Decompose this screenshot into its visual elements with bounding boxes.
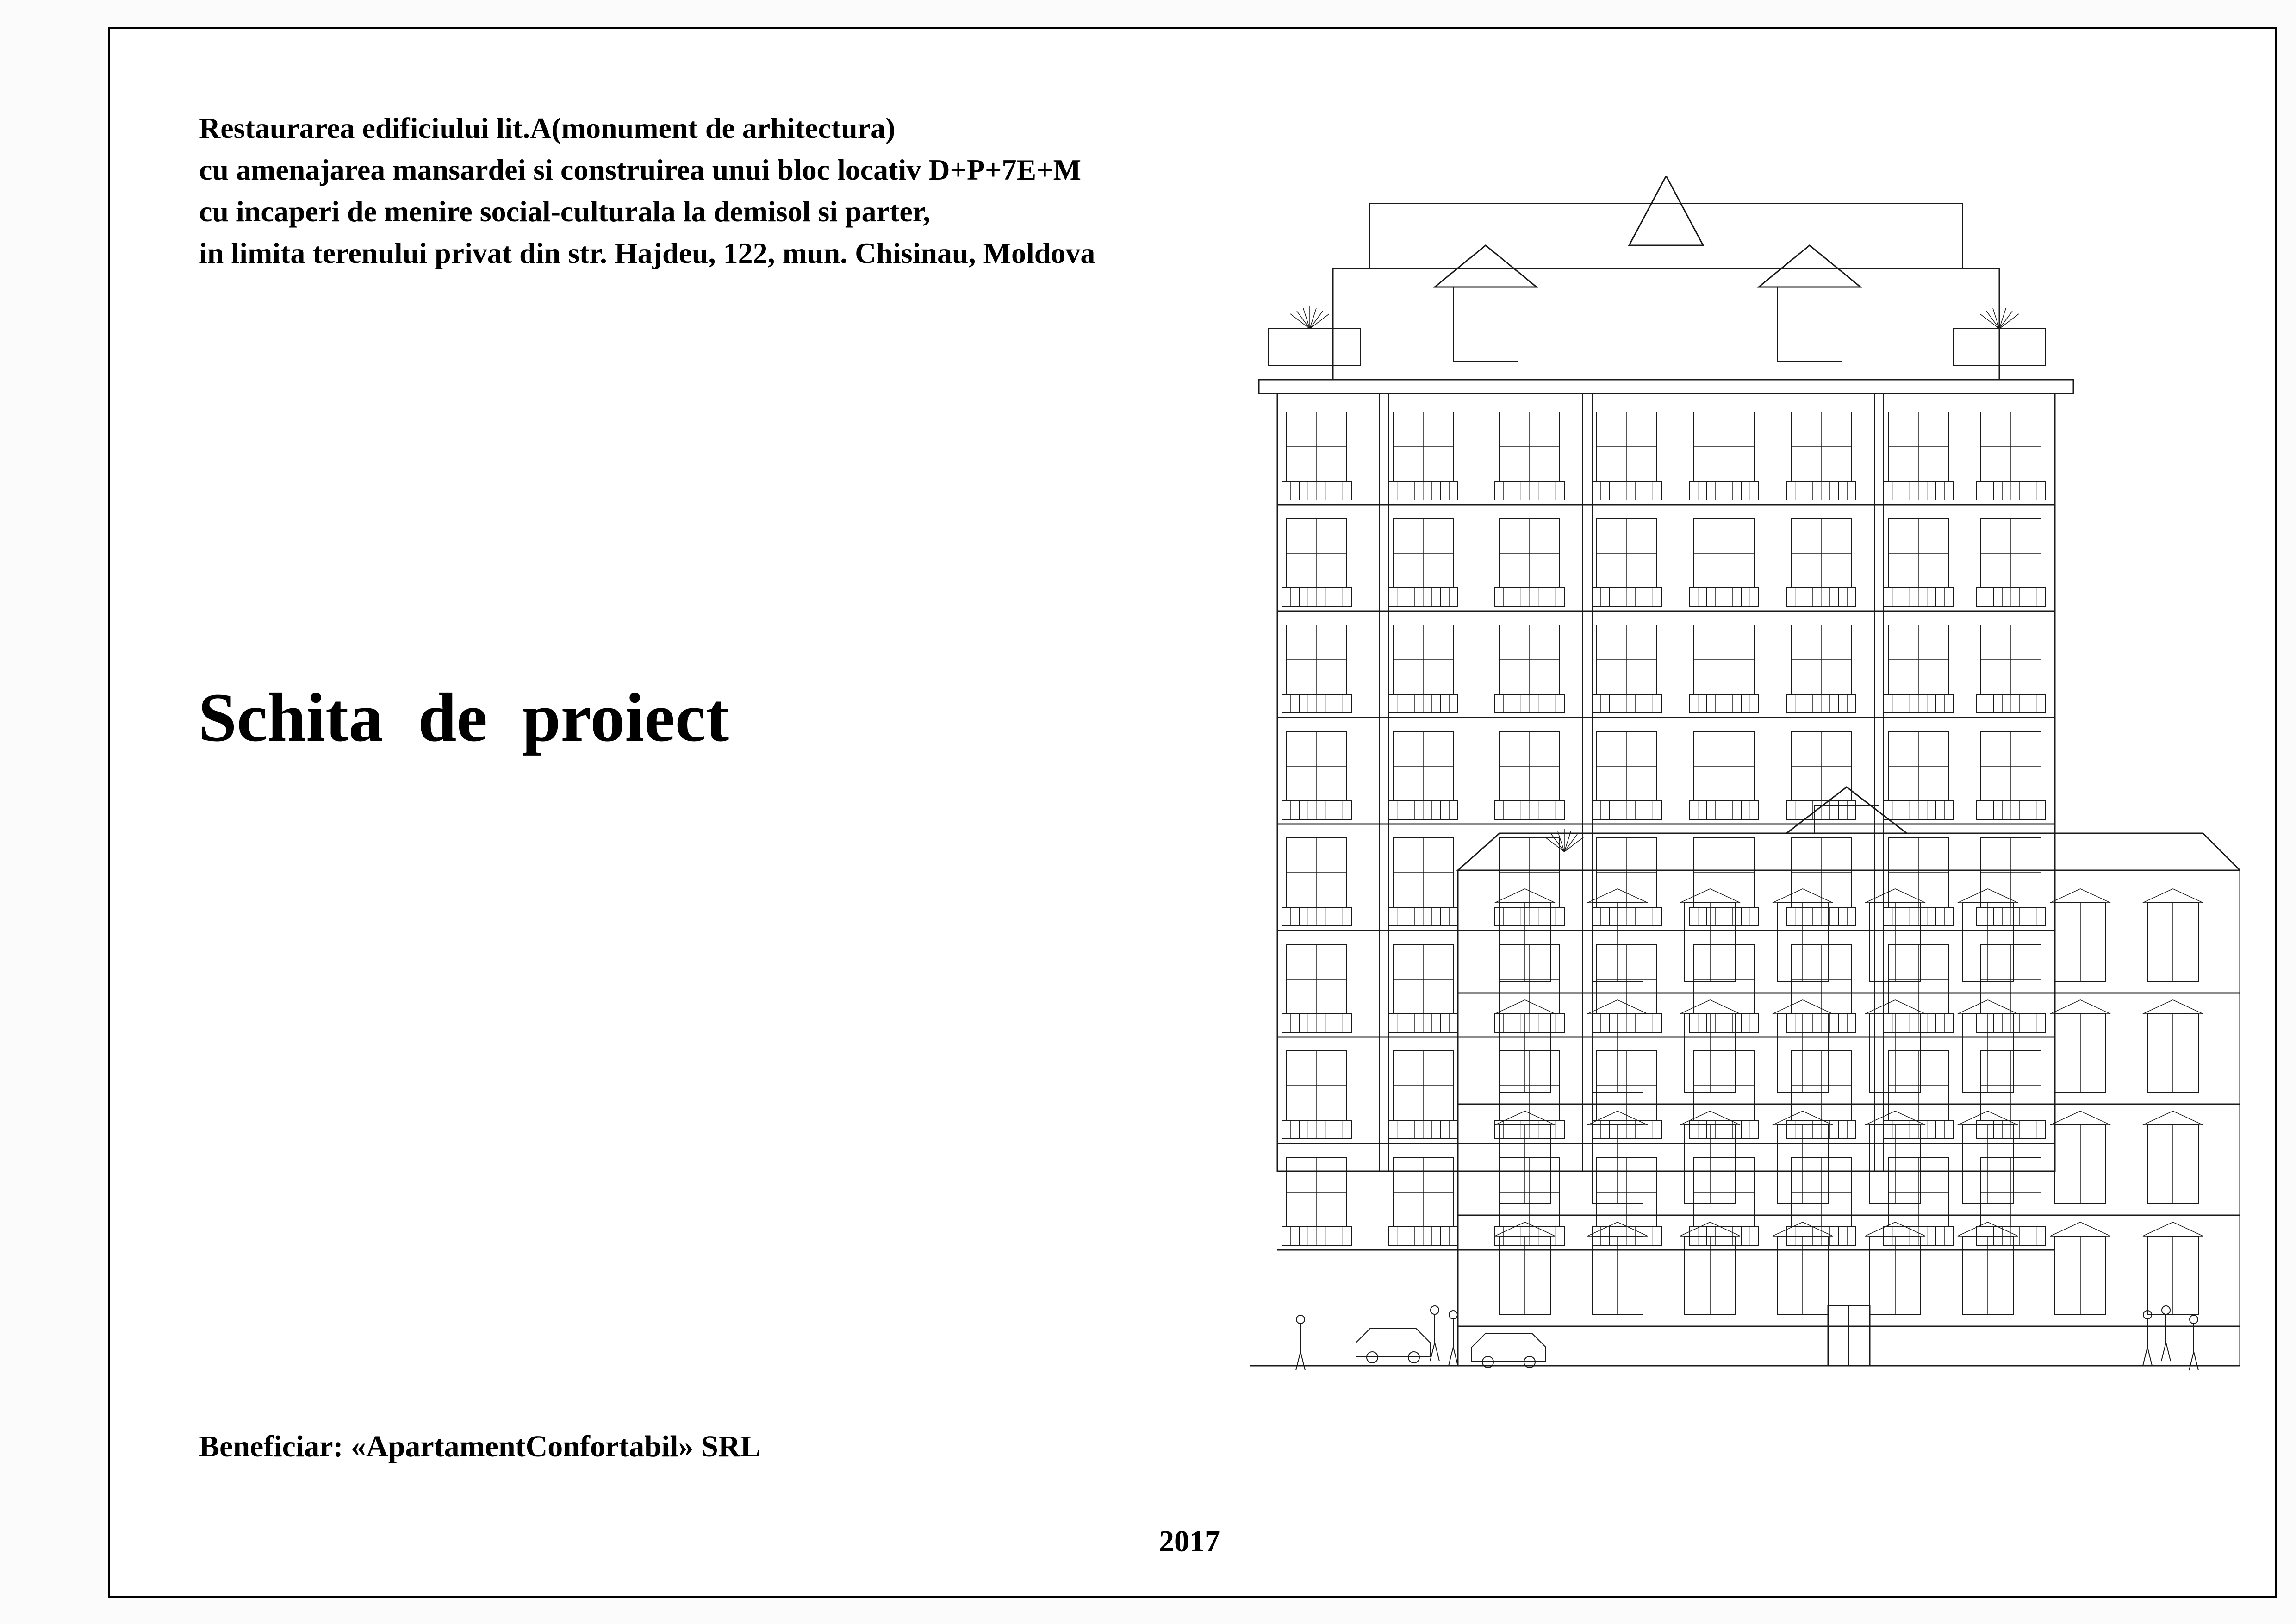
person-leg: [1430, 1343, 1435, 1361]
window-pediment: [1958, 889, 2018, 903]
project-year: 2017: [1159, 1524, 1220, 1558]
project-title-block: [199, 107, 1310, 274]
parked-car-2: [1472, 1333, 1546, 1361]
roof-spire: [1629, 176, 1703, 245]
palm-frond-3: [1558, 831, 1564, 852]
person-leg: [1296, 1352, 1300, 1370]
person-leg: [2194, 1352, 2198, 1370]
project-title-line-2: cu amenajarea mansardei si construirea unui bloc locativ D+P+7E+M: [199, 153, 1082, 186]
palm-frond-2: [1993, 308, 1999, 329]
dormer-gable-1: [1435, 245, 1537, 287]
window-pediment: [2050, 1111, 2110, 1125]
tower-pilaster-3: [1874, 394, 1884, 1171]
historic-roof: [1458, 833, 2240, 870]
person-leg: [2143, 1347, 2147, 1366]
project-title-line-4: in limita terenului privat din str. Hajdeu, 122, mun. Chisinau, Moldova: [199, 237, 1095, 269]
tower-body: [1277, 394, 2055, 1171]
palm-frond-2: [1999, 314, 2019, 329]
person-leg: [1300, 1352, 1305, 1370]
roof-terrace-left: [1268, 329, 1361, 366]
window-pediment: [2050, 1000, 2110, 1014]
window-pediment: [2143, 1000, 2203, 1014]
dormer-window-1: [1453, 287, 1518, 361]
window-pediment: [2050, 1222, 2110, 1236]
window-pediment: [1958, 1111, 2018, 1125]
person-head-2: [1431, 1306, 1439, 1314]
window-pediment: [1495, 1222, 1555, 1236]
window-pediment: [1680, 889, 1740, 903]
person-leg: [2189, 1352, 2194, 1370]
window-pediment: [1495, 1000, 1555, 1014]
palm-frond-1: [1310, 308, 1316, 329]
palm-frond-2: [1999, 308, 2006, 329]
window-pediment: [1495, 889, 1555, 903]
person-head-6: [2190, 1315, 2198, 1324]
person-head-1: [1296, 1315, 1305, 1324]
palm-frond-3: [1564, 831, 1571, 852]
window-pediment: [2143, 1222, 2203, 1236]
person-leg: [2161, 1343, 2166, 1361]
person-head-3: [1449, 1311, 1457, 1319]
person-leg: [2147, 1347, 2152, 1366]
person-leg: [2166, 1343, 2171, 1361]
window-pediment: [1958, 1222, 2018, 1236]
palm-frond-1: [1310, 314, 1329, 329]
car-wheel: [1408, 1352, 1419, 1363]
attic-storey: [1333, 269, 1999, 380]
palm-frond-3: [1545, 837, 1564, 852]
beneficiary-label: Beneficiar: «ApartamentConfortabil» SRL: [199, 1430, 761, 1463]
parked-car-1: [1356, 1329, 1430, 1356]
person-head-5: [2162, 1306, 2170, 1314]
window-pediment: [1495, 1111, 1555, 1125]
palm-frond-3: [1564, 837, 1584, 852]
window-pediment: [1773, 1000, 1833, 1014]
window-pediment: [1773, 889, 1833, 903]
facade-elevation-drawing: [1240, 176, 2240, 1380]
document-heading: Schita de proiect: [198, 679, 729, 756]
dormer-window-2: [1777, 287, 1842, 361]
facade-elevation-svg: [1240, 176, 2240, 1380]
mansard-roof: [1370, 204, 1962, 269]
tower-pilaster-2: [1583, 394, 1592, 1171]
project-title-line-3: cu incaperi de menire social-culturala la demisol si parter,: [199, 195, 931, 228]
dormer-gable-2: [1759, 245, 1860, 287]
window-pediment: [2143, 1111, 2203, 1125]
car-wheel: [1367, 1352, 1378, 1363]
window-pediment: [1773, 1222, 1833, 1236]
palm-frond-1: [1303, 308, 1310, 329]
tower-pilaster-1: [1379, 394, 1388, 1171]
person-leg: [1449, 1347, 1453, 1366]
person-leg: [1435, 1343, 1439, 1361]
window-pediment: [2050, 889, 2110, 903]
project-title-line-1: Restaurarea edificiului lit.A(monument de arhitectura): [199, 112, 896, 144]
window-pediment: [1680, 1000, 1740, 1014]
roof-cornice: [1259, 380, 2073, 394]
palm-frond-1: [1290, 314, 1310, 329]
window-pediment: [2143, 889, 2203, 903]
window-pediment: [1773, 1111, 1833, 1125]
window-pediment: [1865, 1222, 1925, 1236]
palm-frond-2: [1980, 314, 1999, 329]
window-pediment: [1958, 1000, 2018, 1014]
